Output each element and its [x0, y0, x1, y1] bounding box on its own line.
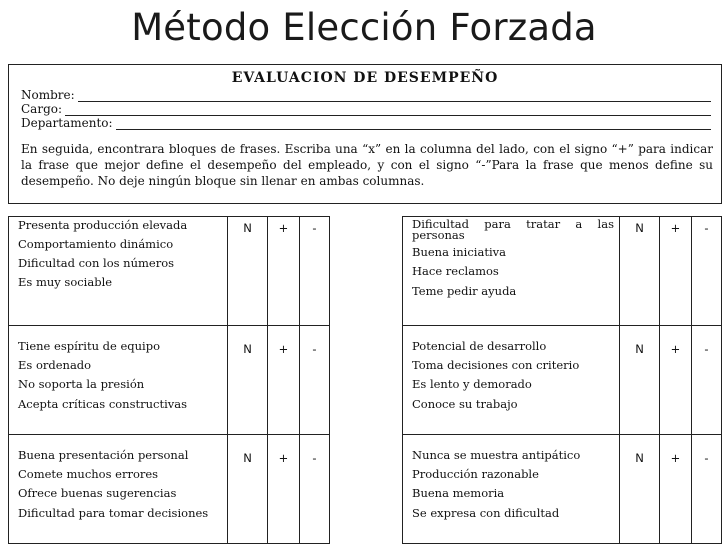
- cargo-field-line[interactable]: [65, 105, 711, 116]
- phrase-item: Dificultad para tomar decisiones: [18, 506, 209, 520]
- phrase-item: Se expresa con dificultad: [412, 506, 560, 520]
- phrase-item: Comportamiento dinámico: [18, 237, 174, 251]
- phrase-item: Acepta críticas constructivas: [18, 397, 188, 411]
- name-field-line[interactable]: [78, 91, 711, 102]
- column-minus[interactable]: -: [299, 217, 329, 325]
- phrase-item: Potencial de desarrollo: [412, 339, 547, 353]
- phrase-block-1: [8, 216, 330, 326]
- phrase-item: Dificultad para tratar a las personas: [412, 217, 614, 242]
- cargo-field[interactable]: [21, 102, 711, 116]
- column-minus[interactable]: -: [691, 217, 721, 325]
- column-n[interactable]: N: [619, 217, 659, 325]
- phrase-item: Es muy sociable: [18, 275, 113, 289]
- phrase-item: No soporta la presión: [18, 377, 145, 391]
- column-plus[interactable]: +: [267, 217, 299, 325]
- evaluation-form-header: [8, 64, 722, 204]
- phrase-item: Teme pedir ayuda: [412, 284, 517, 298]
- phrase-list: [9, 326, 227, 434]
- slide-title: Método Elección Forzada: [131, 6, 597, 49]
- phrase-item: Nunca se muestra antipático: [412, 448, 581, 462]
- column-minus[interactable]: -: [299, 435, 329, 543]
- phrase-item: Toma decisiones con criterio: [412, 358, 580, 372]
- instructions-text: En seguida, encontrara bloques de frases. Escriba una “x” en la columna del lado, con el signo “+” para indicar la frase que mejor define el desempeño del empleado, y con el signo “-”Para la frase que menos define su desempeño. No deje ningún bloque sin llenar en ambas columnas.: [21, 142, 713, 188]
- column-minus[interactable]: -: [299, 326, 329, 434]
- phrase-item: Tiene espíritu de equipo: [18, 339, 160, 353]
- phrase-item: Buena presentación personal: [18, 448, 189, 462]
- phrase-list: [403, 435, 619, 543]
- phrase-item: Dificultad con los números: [18, 256, 175, 270]
- phrase-item: Ofrece buenas sugerencias: [18, 486, 177, 500]
- phrase-block-3: [8, 325, 330, 435]
- form-title: EVALUACION DE DESEMPEÑO: [231, 70, 499, 86]
- phrase-item: Buena memoria: [412, 486, 505, 500]
- column-n[interactable]: N: [227, 217, 267, 325]
- phrase-list: [403, 326, 619, 434]
- phrase-list: [9, 217, 227, 325]
- phrase-block-4: [402, 325, 722, 435]
- department-field-line[interactable]: [116, 119, 711, 130]
- column-n[interactable]: N: [227, 435, 267, 543]
- column-n[interactable]: N: [227, 326, 267, 434]
- phrase-item: Comete muchos errores: [18, 467, 159, 481]
- cargo-field-label: Cargo:: [21, 102, 63, 116]
- column-plus[interactable]: +: [659, 435, 691, 543]
- department-field-label: Departamento:: [21, 116, 113, 130]
- phrase-item: Buena iniciativa: [412, 245, 506, 259]
- phrase-list: [403, 217, 619, 325]
- phrase-list: [9, 435, 227, 543]
- phrase-block-6: [402, 434, 722, 544]
- phrase-item: Es lento y demorado: [412, 377, 532, 391]
- department-field[interactable]: [21, 116, 711, 130]
- name-field[interactable]: [21, 88, 711, 102]
- column-plus[interactable]: +: [267, 435, 299, 543]
- column-minus[interactable]: -: [691, 326, 721, 434]
- phrase-block-2: [402, 216, 722, 326]
- phrase-item: Producción razonable: [412, 467, 539, 481]
- column-n[interactable]: N: [619, 326, 659, 434]
- column-plus[interactable]: +: [659, 326, 691, 434]
- name-field-label: Nombre:: [21, 88, 75, 102]
- phrase-item: Conoce su trabajo: [412, 397, 518, 411]
- column-plus[interactable]: +: [659, 217, 691, 325]
- column-plus[interactable]: +: [267, 326, 299, 434]
- phrase-item: Es ordenado: [18, 358, 92, 372]
- phrase-block-5: [8, 434, 330, 544]
- phrase-item: Hace reclamos: [412, 264, 499, 278]
- phrase-item: Presenta producción elevada: [18, 218, 188, 232]
- column-minus[interactable]: -: [691, 435, 721, 543]
- column-n[interactable]: N: [619, 435, 659, 543]
